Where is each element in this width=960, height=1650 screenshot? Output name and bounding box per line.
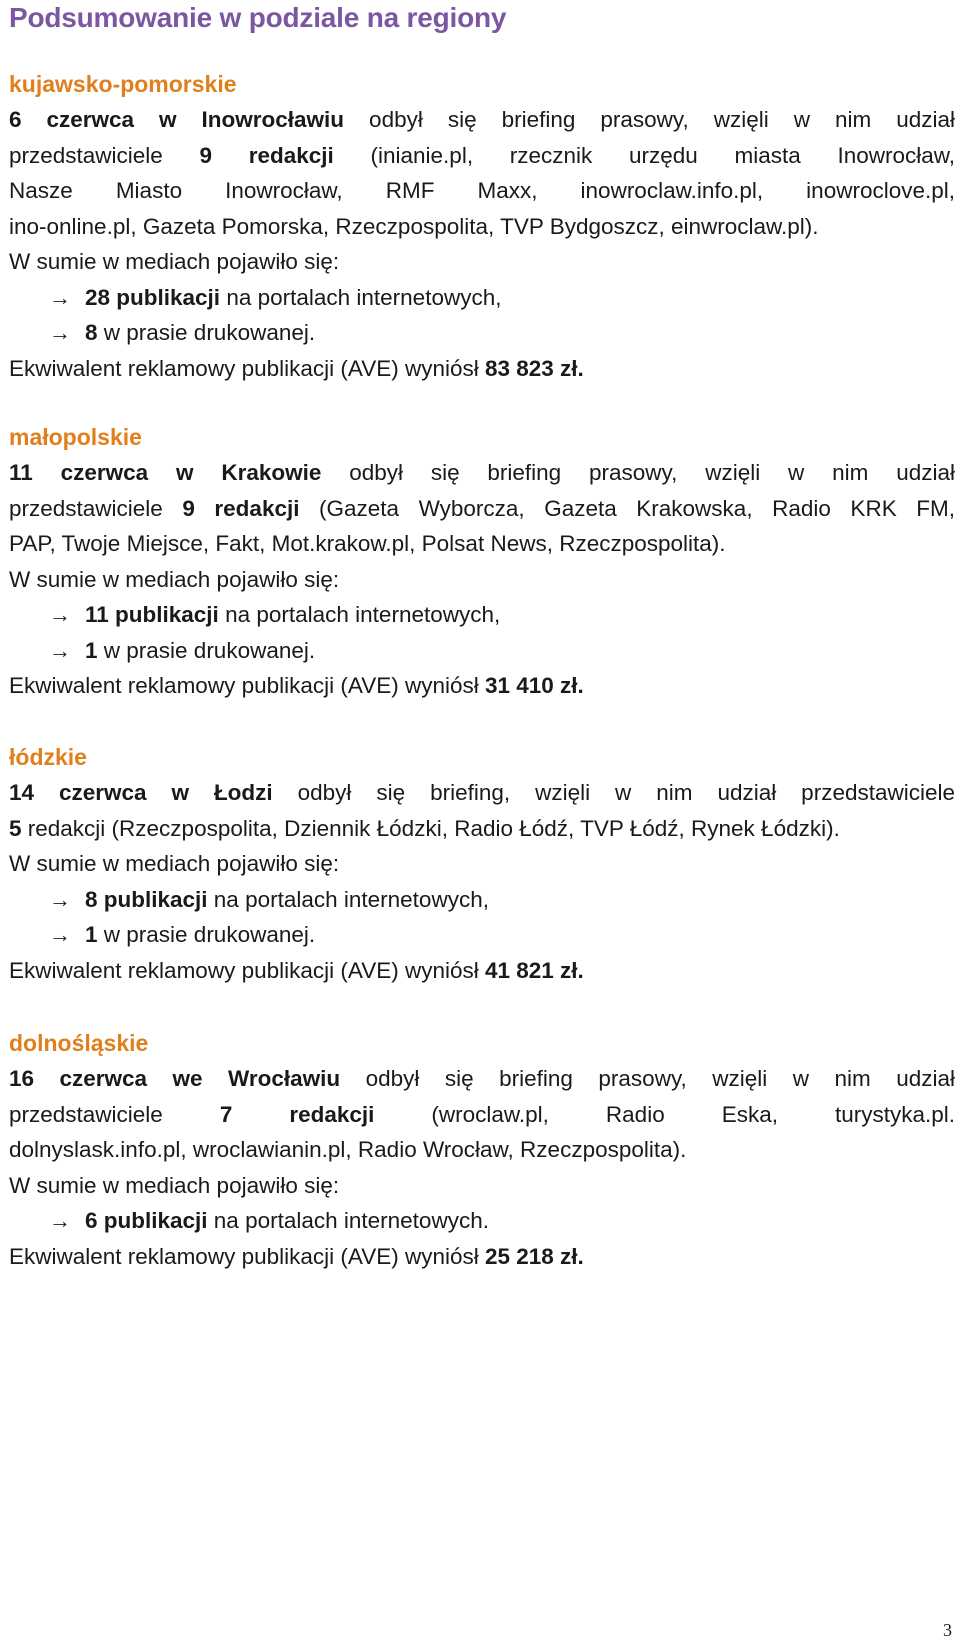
page-title: Podsumowanie w podziale na regiony bbox=[9, 2, 507, 33]
arrow-right-icon: → bbox=[49, 1208, 71, 1233]
arrow-right-icon: → bbox=[49, 284, 71, 310]
editorial-count: 9 redakcji bbox=[199, 142, 334, 168]
region-heading: łódzkie bbox=[9, 744, 87, 770]
arrow-right-icon: → bbox=[49, 886, 71, 912]
briefing-line: przedstawiciele 9 redakcji (Gazeta Wyborcza, Gazeta Krakowska, Radio KRK FM, bbox=[9, 495, 955, 521]
bullet-print: → 8 w prasie drukowanej. bbox=[9, 315, 955, 351]
ave-line: Ekwiwalent reklamowy publikacji (AVE) wyniósł 41 821 zł. bbox=[9, 957, 584, 983]
bullet-print: → 1 w prasie drukowanej. bbox=[9, 633, 955, 669]
bullet-online: → 28 publikacji na portalach internetowych, bbox=[9, 280, 955, 316]
page-number: 3 bbox=[943, 1620, 952, 1640]
region-section-dolnoslaskie bbox=[9, 1026, 955, 1274]
media-intro: W sumie w mediach pojawiło się: bbox=[9, 851, 340, 876]
briefing-line: przedstawiciele 7 redakcji (wroclaw.pl, Radio Eska, turystyka.pl. bbox=[9, 1101, 956, 1127]
region-section-malopolskie bbox=[9, 420, 955, 704]
ave-line: Ekwiwalent reklamowy publikacji (AVE) wyniósł 83 823 zł. bbox=[9, 355, 584, 381]
region-section-lodzkie bbox=[9, 740, 955, 988]
media-list-line: dolnyslask.info.pl, wroclawianin.pl, Radio Wrocław, Rzeczpospolita). bbox=[9, 1137, 687, 1162]
bullet-online: → 6 publikacji na portalach internetowych. bbox=[9, 1203, 955, 1239]
document-page bbox=[9, 0, 956, 1269]
region-heading: kujawsko-pomorskie bbox=[9, 71, 237, 97]
ave-value: 31 410 zł. bbox=[484, 673, 584, 698]
briefing-line: przedstawiciele 9 redakcji (inianie.pl, rzecznik urzędu miasta Inowrocław, bbox=[9, 142, 956, 168]
date-city: 11 czerwca w Krakowie bbox=[9, 460, 322, 485]
briefing-line: 11 czerwca w Krakowie odbył się briefing prasowy, wzięli w nim udział bbox=[9, 460, 955, 485]
editorial-count: 7 redakcji bbox=[219, 1101, 375, 1127]
region-heading: dolnośląskie bbox=[9, 1030, 149, 1056]
ave-value: 83 823 zł. bbox=[484, 355, 584, 381]
arrow-right-icon: → bbox=[49, 637, 71, 663]
briefing-line: 6 czerwca w Inowrocławiu odbył się briefing prasowy, wzięli w nim udział bbox=[9, 107, 955, 132]
media-intro: W sumie w mediach pojawiło się: bbox=[9, 249, 340, 274]
media-intro: W sumie w mediach pojawiło się: bbox=[9, 566, 340, 592]
editorial-count: 9 redakcji bbox=[182, 495, 300, 521]
media-list-line: ino-online.pl, Gazeta Pomorska, Rzeczpospolita, TVP Bydgoszcz, einwroclaw.pl). bbox=[9, 213, 819, 239]
date-city: 6 czerwca w Inowrocławiu bbox=[9, 107, 345, 132]
media-list-line: Nasze Miasto Inowrocław, RMF Maxx, inowroclaw.info.pl, inowroclove.pl, bbox=[9, 178, 955, 203]
bullet-online: → 11 publikacji na portalach internetowych, bbox=[9, 597, 955, 633]
region-heading: małopolskie bbox=[9, 424, 142, 450]
date-city: 16 czerwca we Wrocławiu bbox=[9, 1066, 341, 1091]
bullet-online: → 8 publikacji na portalach internetowych, bbox=[9, 882, 955, 918]
ave-value: 25 218 zł. bbox=[484, 1243, 584, 1269]
media-intro: W sumie w mediach pojawiło się: bbox=[9, 1172, 340, 1198]
briefing-line: 14 czerwca w Łodzi odbył się briefing, wzięli w nim udział przedstawiciele bbox=[9, 780, 956, 805]
briefing-line: 16 czerwca we Wrocławiu odbył się briefing prasowy, wzięli w nim udział bbox=[9, 1066, 955, 1091]
arrow-right-icon: → bbox=[49, 922, 71, 947]
date-city: 14 czerwca w Łodzi bbox=[9, 780, 273, 805]
ave-line: Ekwiwalent reklamowy publikacji (AVE) wyniósł 25 218 zł. bbox=[9, 1243, 584, 1269]
arrow-right-icon: → bbox=[49, 602, 71, 627]
bullet-print: → 1 w prasie drukowanej. bbox=[9, 917, 955, 953]
arrow-right-icon: → bbox=[49, 320, 71, 345]
ave-value: 41 821 zł. bbox=[484, 957, 584, 983]
region-section-kujawsko-pomorskie bbox=[9, 67, 955, 386]
ave-line: Ekwiwalent reklamowy publikacji (AVE) wyniósł 31 410 zł. bbox=[9, 673, 584, 698]
briefing-line: 5 redakcji (Rzeczpospolita, Dziennik Łódzki, Radio Łódź, TVP Łódź, Rynek Łódzki). bbox=[9, 815, 840, 841]
media-list-line: PAP, Twoje Miejsce, Fakt, Mot.krakow.pl, Polsat News, Rzeczpospolita). bbox=[9, 531, 726, 556]
editorial-count: 5 bbox=[9, 815, 22, 841]
